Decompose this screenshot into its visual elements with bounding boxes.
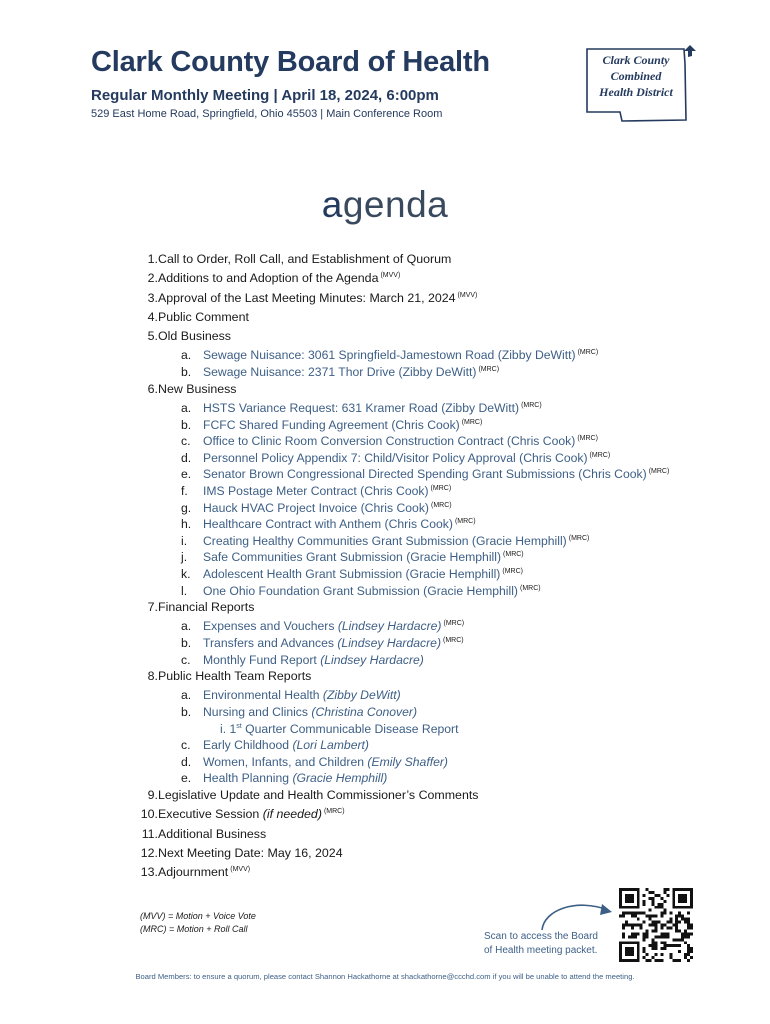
agenda-subitem xyxy=(110,501,750,518)
footer-note: Board Members: to ensure a quorum, please contact Shannon Hackathorne at shackathorne@ccchd.com if you will be unable to attend the meeting. xyxy=(135,972,635,981)
agenda-subitem-text xyxy=(203,619,464,633)
presenter-name: (Emily Shaffer) xyxy=(367,754,448,769)
presenter-name: (Gracie Hemphill) xyxy=(292,771,388,786)
agenda-subitem xyxy=(110,653,750,670)
agenda-subitem xyxy=(110,467,750,484)
agenda-item xyxy=(110,600,750,619)
agenda-subitem xyxy=(110,418,750,435)
qr-code[interactable] xyxy=(619,888,693,962)
agenda-subitem-text xyxy=(203,584,541,598)
agenda-subitem xyxy=(110,567,750,584)
scan-line-2: of Health meeting packet. xyxy=(484,944,598,956)
agenda-subitem-letter: a. xyxy=(181,688,192,703)
agenda-item-text xyxy=(158,865,250,879)
agenda-item-text xyxy=(158,788,478,802)
agenda-subitem xyxy=(110,738,750,755)
agenda-subitem-text xyxy=(203,755,448,769)
arrow-icon xyxy=(536,896,616,934)
agenda-item-number: 5. xyxy=(147,329,158,344)
agenda-item-note: (if needed) xyxy=(262,807,322,822)
logo-line-1: Clark County xyxy=(602,53,670,67)
agenda-item xyxy=(110,271,750,290)
agenda-item-label: New Business xyxy=(158,381,237,396)
agenda-item-text xyxy=(158,329,231,343)
agenda-subitem-text xyxy=(203,636,464,650)
vote-tag: (MRC) xyxy=(454,518,476,526)
agenda-subitem-letter: f. xyxy=(181,483,188,498)
legend-mvv: (MVV) = Motion + Voice Vote xyxy=(140,911,256,921)
agenda-item xyxy=(110,827,750,846)
agenda-subitem xyxy=(110,401,750,418)
agenda-subitem-letter: h. xyxy=(181,517,192,532)
agenda-subitem-label: Hauck HVAC Project Invoice (Chris Cook) xyxy=(203,500,429,515)
agenda-subsubitem-numeral: i. xyxy=(220,721,227,736)
agenda-item xyxy=(110,865,750,884)
agenda-heading xyxy=(0,184,770,226)
agenda-subitem-text xyxy=(203,705,417,719)
agenda-item-text xyxy=(158,827,266,841)
vote-tag: (MRC) xyxy=(443,636,464,644)
vote-tag: (MVV) xyxy=(230,866,251,874)
agenda-item-label: Additional Business xyxy=(158,826,267,841)
agenda-subitem-letter: l. xyxy=(181,583,188,598)
agenda-heading-initial: a xyxy=(321,184,343,225)
agenda-subitem xyxy=(110,348,750,365)
agenda-subsubitem xyxy=(110,722,750,739)
vote-tag: (MRC) xyxy=(577,435,598,443)
agenda-subitem-label: HSTS Variance Request: 631 Kramer Road (Zibby DeWitt) xyxy=(203,400,520,415)
agenda-subitem-label: Adolescent Health Grant Submission (Gracie Hemphill) xyxy=(203,566,501,581)
agenda-subitem-text xyxy=(203,348,598,362)
vote-tag: (MRC) xyxy=(648,468,670,476)
agenda-list xyxy=(110,252,750,885)
agenda-subitem-text xyxy=(203,550,524,564)
agenda-subitem-letter: a. xyxy=(181,619,192,634)
agenda-item-label: Executive Session xyxy=(158,807,260,822)
agenda-item-number: 11. xyxy=(141,826,158,841)
agenda-subitem xyxy=(110,365,750,382)
agenda-item-number: 6. xyxy=(147,381,158,396)
agenda-item-text xyxy=(158,846,343,860)
agenda-subitem-label: Safe Communities Grant Submission (Gracie Hemphill) xyxy=(203,550,502,565)
agenda-item-text xyxy=(158,252,451,266)
presenter-name: (Christina Conover) xyxy=(311,705,418,720)
agenda-subitem-label: FCFC Shared Funding Agreement (Chris Cook) xyxy=(203,417,460,432)
agenda-subitem-text xyxy=(203,451,610,465)
vote-tag: (MRC) xyxy=(443,620,465,628)
agenda-subitem-letter: e. xyxy=(181,467,192,482)
agenda-item-label: Public Comment xyxy=(158,309,249,324)
agenda-item-number: 7. xyxy=(147,600,158,615)
ordinal-number: 1 xyxy=(229,721,237,736)
agenda-subitem xyxy=(110,755,750,772)
vote-tag: (MRC) xyxy=(589,451,611,459)
scan-line-1: Scan to access the Board xyxy=(484,931,598,942)
agenda-item-label: Adjournment xyxy=(158,865,229,880)
agenda-subitem-text xyxy=(203,418,482,432)
agenda-heading-rest: genda xyxy=(342,184,449,225)
agenda-subitem-label: Women, Infants, and Children xyxy=(203,754,365,769)
presenter-name: (Lindsey Hardacre) xyxy=(337,619,442,634)
ordinal-suffix: st xyxy=(236,722,242,730)
agenda-subitem-text xyxy=(203,501,452,515)
agenda-subitem-label: IMS Postage Meter Contract (Chris Cook) xyxy=(203,483,429,498)
vote-tag: (MRC) xyxy=(577,349,599,357)
agenda-subitem-label: Healthcare Contract with Anthem (Chris Cook) xyxy=(203,517,453,532)
vote-tag: (MVV) xyxy=(457,291,478,299)
agenda-subitem-letter: a. xyxy=(181,348,192,363)
agenda-item xyxy=(110,291,750,310)
agenda-subitem-label: Monthly Fund Report xyxy=(203,652,317,667)
agenda-item xyxy=(110,846,750,865)
agenda-subitem xyxy=(110,636,750,653)
agenda-subitem-text xyxy=(203,434,598,448)
agenda-subitem-text xyxy=(203,484,451,498)
agenda-subitem-letter: k. xyxy=(181,566,191,581)
agenda-subitem-label: One Ohio Foundation Grant Submission (Gracie Hemphill) xyxy=(203,583,518,598)
agenda-subitem-letter: c. xyxy=(181,652,191,667)
vote-tag: (MRC) xyxy=(431,501,452,509)
vote-tag: (MRC) xyxy=(502,567,523,575)
agenda-item-label: Additions to and Adoption of the Agenda xyxy=(158,271,379,286)
vote-tag: (MRC) xyxy=(519,584,541,592)
agenda-item-text xyxy=(158,669,311,683)
agenda-subitem-letter: d. xyxy=(181,450,192,465)
meeting-subtitle: Regular Monthly Meeting | April 18, 2024, 6:00pm xyxy=(91,87,439,104)
logo-line-2: Combined xyxy=(610,69,662,83)
agenda-item-text xyxy=(158,382,237,396)
agenda-item xyxy=(110,329,750,348)
vote-tag: (MRC) xyxy=(461,418,483,426)
agenda-subitem-letter: g. xyxy=(181,500,192,515)
agenda-item-text xyxy=(158,271,400,285)
vote-tag: (MRC) xyxy=(503,551,524,559)
agenda-subitem-letter: b. xyxy=(181,365,192,380)
agenda-item xyxy=(110,669,750,688)
agenda-subitem-letter: b. xyxy=(181,705,192,720)
agenda-item-text xyxy=(158,807,345,821)
agenda-subitem xyxy=(110,517,750,534)
agenda-subitem-letter: c. xyxy=(181,738,191,753)
agenda-item-number: 2. xyxy=(147,271,158,286)
vote-tag: (MRC) xyxy=(323,808,345,816)
agenda-subitem xyxy=(110,434,750,451)
agenda-item-number: 3. xyxy=(147,290,158,305)
presenter-name: (Lindsey Hardacre) xyxy=(337,635,442,650)
agenda-subitem-letter: b. xyxy=(181,417,192,432)
vote-tag: (MRC) xyxy=(430,484,452,492)
agenda-subsubitem-label: Quarter Communicable Disease Report xyxy=(245,721,459,736)
agenda-subitem-label: Health Planning xyxy=(203,771,290,786)
agenda-item xyxy=(110,310,750,329)
vote-tag: (MRC) xyxy=(521,401,542,409)
health-district-logo xyxy=(582,42,698,124)
agenda-item-number: 13. xyxy=(140,865,158,880)
agenda-subitem-label: Expenses and Vouchers xyxy=(203,619,335,634)
agenda-subitem-label: Senator Brown Congressional Directed Spending Grant Submissions (Chris Cook) xyxy=(203,467,647,482)
agenda-subitem-letter: i. xyxy=(181,533,188,548)
agenda-subitem xyxy=(110,771,750,788)
agenda-item-number: 1. xyxy=(147,252,158,266)
agenda-item-number: 12. xyxy=(140,845,158,860)
agenda-subitem-label: Personnel Policy Appendix 7: Child/Visitor Policy Approval (Chris Cook) xyxy=(203,450,588,465)
agenda-subitem-label: Office to Clinic Room Conversion Construction Contract (Chris Cook) xyxy=(203,434,576,449)
agenda-subitem-text xyxy=(203,738,369,752)
agenda-subitem-letter: j. xyxy=(181,550,188,565)
agenda-item-label: Financial Reports xyxy=(158,600,255,615)
vote-tag: (MRC) xyxy=(478,366,500,374)
agenda-item-number: 8. xyxy=(147,669,158,684)
agenda-subitem-text xyxy=(203,517,476,531)
vote-tag: (MRC) xyxy=(568,534,590,542)
agenda-item xyxy=(110,252,750,271)
presenter-name: (Zibby DeWitt) xyxy=(322,688,401,703)
agenda-subitem-label: Sewage Nuisance: 2371 Thor Drive (Zibby DeWitt) xyxy=(203,365,477,380)
meeting-address: 529 East Home Road, Springfield, Ohio 45503 | Main Conference Room xyxy=(91,108,443,120)
presenter-name: (Lindsey Hardacre) xyxy=(320,652,424,667)
agenda-subsubitem-text xyxy=(220,722,458,736)
agenda-item-label: Old Business xyxy=(158,329,232,344)
agenda-subitem-text xyxy=(203,653,424,667)
agenda-item xyxy=(110,807,750,826)
presenter-name: (Lori Lambert) xyxy=(292,738,369,753)
logo-line-3: Health District xyxy=(599,85,673,99)
agenda-item xyxy=(110,382,750,401)
scan-instructions xyxy=(484,930,598,957)
vote-legend xyxy=(140,910,256,935)
agenda-subitem xyxy=(110,451,750,468)
agenda-subitem-text xyxy=(203,534,589,548)
agenda-subitem-letter: d. xyxy=(181,754,192,769)
agenda-subitem-text xyxy=(203,567,523,581)
agenda-subitem-letter: c. xyxy=(181,434,191,449)
agenda-item-label: Next Meeting Date: May 16, 2024 xyxy=(158,845,343,860)
agenda-item-label: Public Health Team Reports xyxy=(158,669,312,684)
agenda-subitem xyxy=(110,619,750,636)
agenda-subitem-label: Nursing and Clinics xyxy=(203,705,308,720)
agenda-subitem xyxy=(110,584,750,601)
agenda-item-label: Call to Order, Roll Call, and Establishment of Quorum xyxy=(158,252,452,266)
agenda-subitem-letter: a. xyxy=(181,400,192,415)
agenda-subitem-text xyxy=(203,771,387,785)
vote-tag: (MVV) xyxy=(380,272,401,280)
agenda-subitem-text xyxy=(203,401,542,415)
agenda-item-text xyxy=(158,291,477,305)
agenda-subitem-label: Sewage Nuisance: 3061 Springfield-Jamestown Road (Zibby DeWitt) xyxy=(203,348,576,363)
agenda-subitem-letter: e. xyxy=(181,771,192,786)
agenda-item-text xyxy=(158,310,249,324)
agenda-item xyxy=(110,788,750,807)
page-title: Clark County Board of Health xyxy=(91,46,490,78)
agenda-subitem-letter: b. xyxy=(181,635,192,650)
agenda-subitem xyxy=(110,534,750,551)
agenda-item-number: 4. xyxy=(147,309,158,324)
agenda-subitem xyxy=(110,705,750,722)
legend-mrc: (MRC) = Motion + Roll Call xyxy=(140,923,248,934)
agenda-subitem xyxy=(110,484,750,501)
agenda-item-label: Approval of the Last Meeting Minutes: March 21, 2024 xyxy=(158,290,456,305)
agenda-subitem-label: Environmental Health xyxy=(203,688,320,703)
agenda-item-label: Legislative Update and Health Commissioner’s Comments xyxy=(158,788,479,803)
agenda-item-number: 9. xyxy=(147,788,158,803)
agenda-subitem-label: Creating Healthy Communities Grant Submission (Gracie Hemphill) xyxy=(203,533,567,548)
agenda-subitem xyxy=(110,688,750,705)
agenda-subitem-text xyxy=(203,688,401,702)
agenda-item-number: 10. xyxy=(140,807,158,822)
agenda-subitem-text xyxy=(203,467,669,481)
agenda-subitem-label: Transfers and Advances xyxy=(203,635,334,650)
agenda-subitem-text xyxy=(203,365,499,379)
agenda-item-text xyxy=(158,600,254,614)
agenda-subitem-label: Early Childhood xyxy=(203,738,290,753)
agenda-subitem xyxy=(110,550,750,567)
